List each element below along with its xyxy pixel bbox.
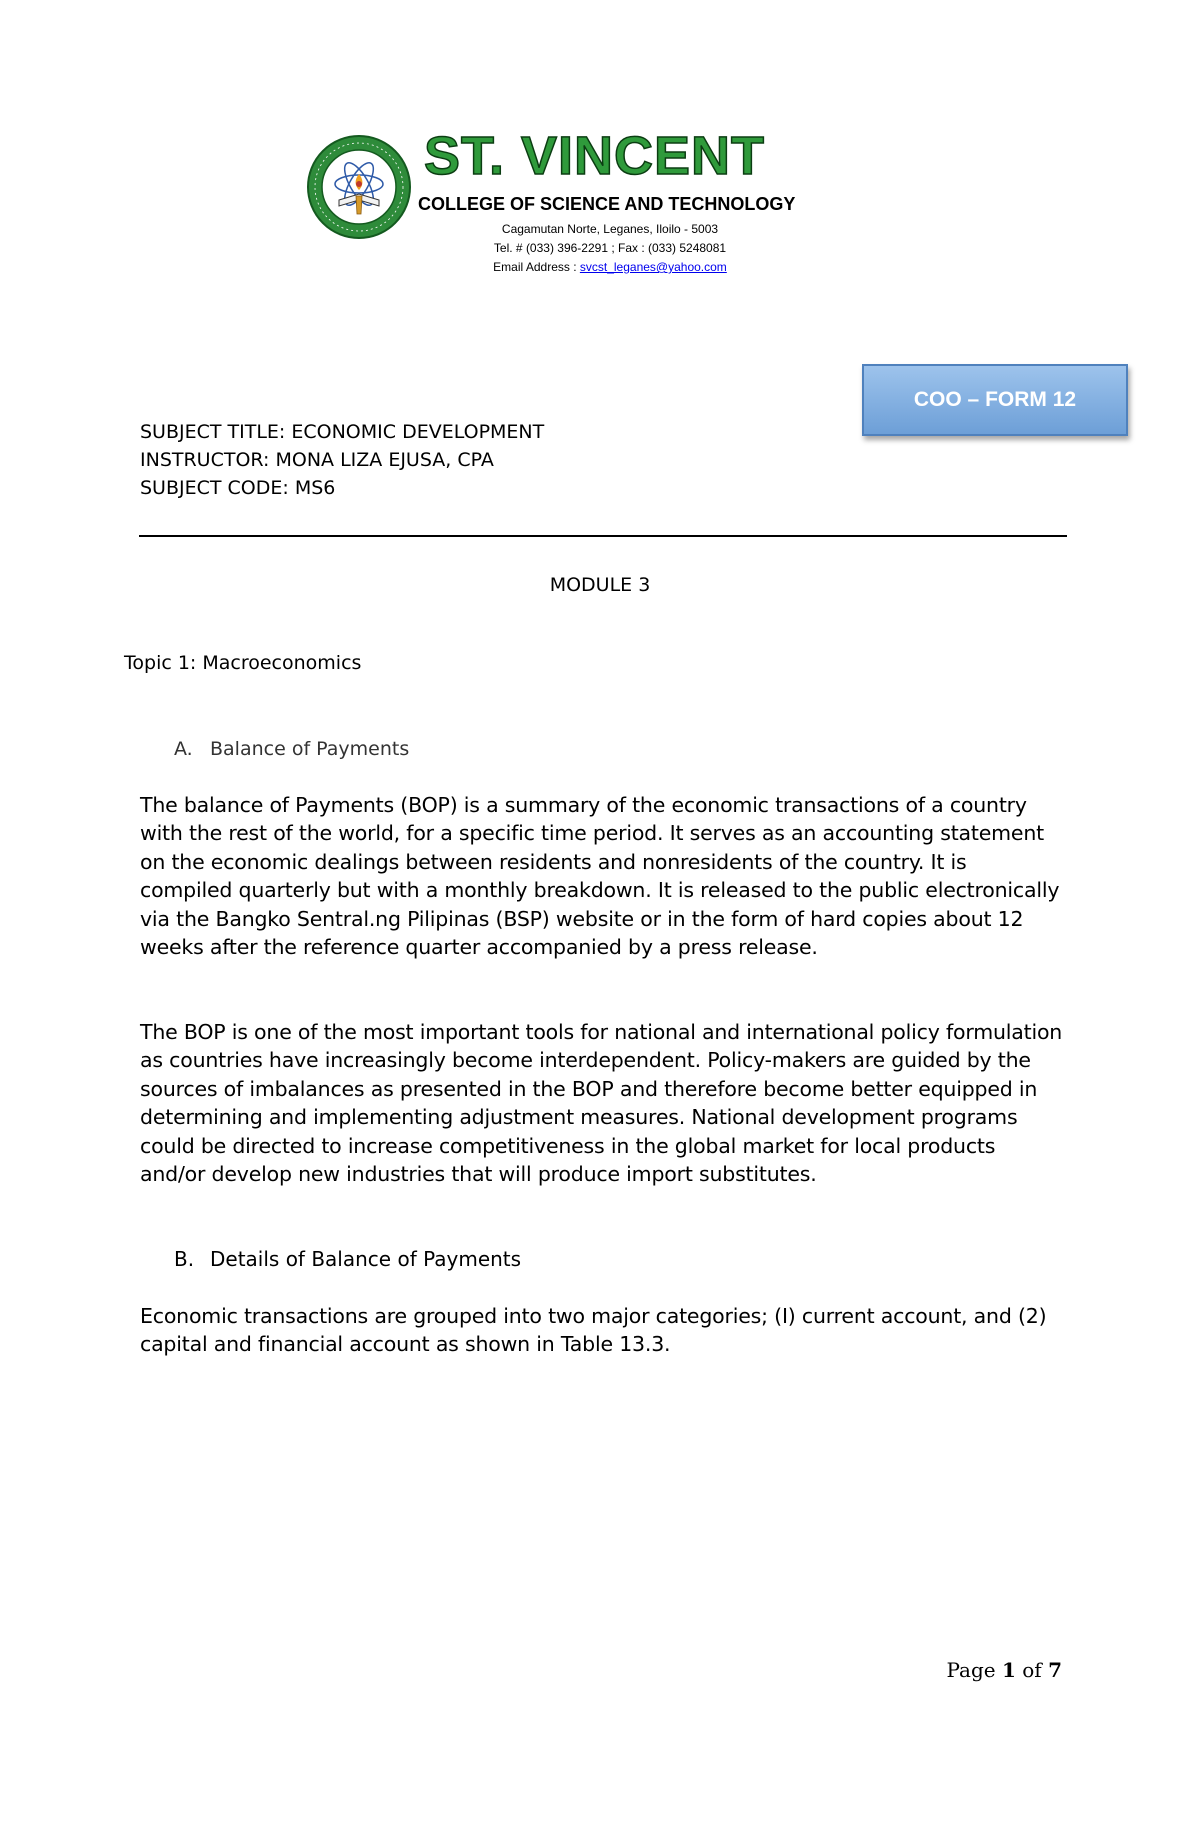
school-name: ST. VINCENT <box>424 126 766 186</box>
paragraph-bop-importance: The BOP is one of the most important tools for national and international policy formulation as countries have increasingly become interdependent. Policy-makers are guided by the sources of imbalances as presented in the BOP and therefore become better equipped in determining and implementing adjustment measures. National development programs could be directed to increase competitiveness in the global market for local products and/or develop new industries that will produce import substitutes. <box>140 1020 1063 1187</box>
subject-code: SUBJECT CODE: MS6 <box>140 477 336 499</box>
email-label: Email Address : <box>493 260 580 274</box>
section-a-heading <box>174 738 409 760</box>
section-a-marker: A. <box>174 738 193 760</box>
subject-instructor: INSTRUCTOR: MONA LIZA EJUSA, CPA <box>140 449 494 471</box>
section-a-label: Balance of Payments <box>210 738 410 760</box>
form-badge: COO – FORM 12 <box>862 364 1128 436</box>
page-of: of <box>1015 1658 1049 1682</box>
topic-heading: Topic 1: Macroeconomics <box>124 652 362 674</box>
school-subtitle: COLLEGE OF SCIENCE AND TECHNOLOGY <box>418 194 796 214</box>
subject-info <box>140 418 544 502</box>
school-email-line <box>380 259 840 275</box>
email-link[interactable]: svcst_leganes@yahoo.com <box>579 260 727 274</box>
divider-line <box>139 535 1067 537</box>
module-title: MODULE 3 <box>549 574 651 596</box>
page-current: 1 <box>1001 1658 1016 1682</box>
paragraph-bop-summary: The balance of Payments (BOP) is a summary of the economic transactions of a country with the rest of the world, for a specific time period. It serves as an accounting statement on the economic dealings between residents and nonresidents of the country. It is compiled quarterly but with a monthly breakdown. It is released to the public electronically via the Bangko Sentral.ng Pilipinas (BSP) website or in the form of hard copies about 12 weeks after the reference quarter accompanied by a press release. <box>140 793 1060 960</box>
page-word: Page <box>946 1658 1002 1682</box>
page-number <box>900 1658 1062 1682</box>
school-phone-fax: Tel. # (033) 396-2291 ; Fax : (033) 5248081 <box>493 241 727 255</box>
paragraph-transaction-categories: Economic transactions are grouped into two major categories; (I) current account, and (2) capital and financial account as shown in Table 13.3. <box>140 1304 1047 1357</box>
subject-title: SUBJECT TITLE: ECONOMIC DEVELOPMENT <box>140 421 545 443</box>
section-b-marker: B. <box>174 1247 195 1271</box>
section-b-heading <box>174 1247 521 1271</box>
page-total: 7 <box>1048 1658 1062 1682</box>
section-b-label: Details of Balance of Payments <box>210 1247 522 1271</box>
school-address: Cagamutan Norte, Leganes, Iloilo - 5003 <box>501 222 719 236</box>
